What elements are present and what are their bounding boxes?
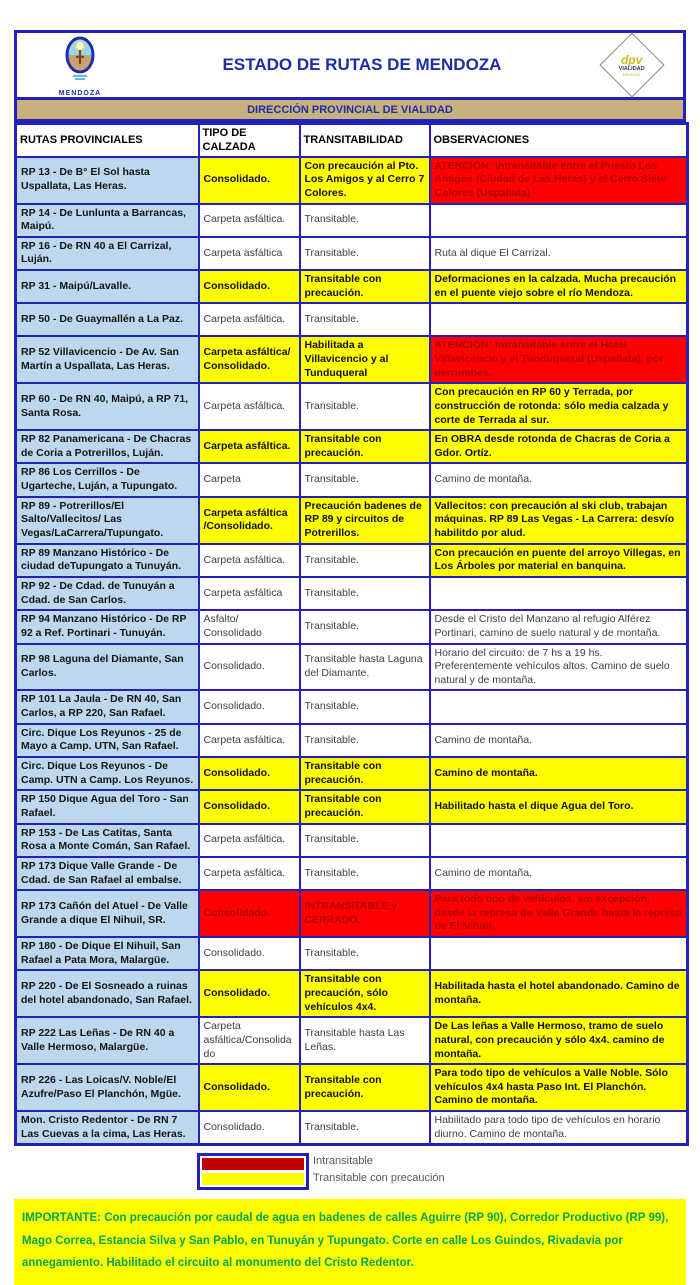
transitabilidad-cell: Transitable. xyxy=(300,204,430,237)
observaciones-cell: ATENCIÓN: Intransitable entre el Puesto Los Amigos (Ciudad de Las Heras) y el Cerro Siete Colores (Uspallata) xyxy=(430,157,688,204)
table-row xyxy=(16,383,688,430)
calzada-cell: Consolidado. xyxy=(199,890,300,937)
status-legend xyxy=(197,1153,686,1190)
observaciones-cell: Horario del circuito: de 7 hs a 19 hs. Preferentemente vehículos altos. Camino de suelo natural y de montaña. xyxy=(430,644,688,691)
observaciones-cell: Con precaución en puente del arroyo Villegas, en Los Árboles por material en banquina. xyxy=(430,544,688,577)
table-row xyxy=(16,544,688,577)
observaciones-cell: Habilitado para todo tipo de vehículos en horario diurno. Camino de montaña. xyxy=(430,1111,688,1145)
calzada-cell: Consolidado. xyxy=(199,690,300,723)
calzada-cell: Carpeta asfáltica. xyxy=(199,724,300,757)
transitabilidad-cell: Transitable. xyxy=(300,824,430,857)
table-row xyxy=(16,1111,688,1145)
transitabilidad-cell: Transitable hasta Las Leñas. xyxy=(300,1017,430,1064)
table-header-row xyxy=(16,124,688,157)
legend-label: Transitable con precaución xyxy=(313,1172,445,1185)
calzada-cell: Consolidado. xyxy=(199,790,300,823)
observaciones-cell xyxy=(430,937,688,970)
calzada-cell: Carpeta asfáltica. xyxy=(199,303,300,336)
legend-labels xyxy=(313,1153,445,1187)
mendoza-logo xyxy=(25,34,135,97)
observaciones-cell: Camino de montaña. xyxy=(430,857,688,890)
observaciones-cell: Vallecitos: con precaución al ski club, trabajan máquinas. RP 89 Las Vegas - La Carrera: desvío habilitdo por alud. xyxy=(430,497,688,544)
observaciones-cell: ATENCIÓN: Intransitable entre el Hotel Villavicencio y el Tunduqueral (Uspallata), por derrumbes. xyxy=(430,336,688,383)
table-row xyxy=(16,157,688,204)
calzada-cell: Carpeta asfáltica xyxy=(199,577,300,610)
route-name-cell: RP 31 - Maipú/Lavalle. xyxy=(16,270,199,303)
route-name-cell: RP 94 Manzano Histórico - De RP 92 a Ref. Portinari - Tunuyán. xyxy=(16,610,199,643)
calzada-cell: Carpeta asfáltica. xyxy=(199,857,300,890)
transitabilidad-cell: Transitable con precaución. xyxy=(300,790,430,823)
route-name-cell: RP 89 - Potrerillos/El Salto/Vallecitos/ Las Vegas/LaCarrera/Tupungato. xyxy=(16,497,199,544)
route-name-cell: RP 14 - De Lunlunta a Barrancas, Maipú. xyxy=(16,204,199,237)
banner-direccion-provincial: DIRECCIÓN PROVINCIAL DE VIALIDAD xyxy=(14,100,686,122)
calzada-cell: Carpeta asfáltica /Consolidado. xyxy=(199,497,300,544)
table-row xyxy=(16,237,688,270)
route-name-cell: RP 60 - De RN 40, Maipú, a RP 71, Santa Rosa. xyxy=(16,383,199,430)
report-header xyxy=(14,30,686,100)
transitabilidad-cell: Precaución badenes de RP 89 y circuitos de Potrerillos. xyxy=(300,497,430,544)
calzada-cell: Consolidado. xyxy=(199,1064,300,1111)
routes-table-body xyxy=(16,157,688,1145)
observaciones-cell: Camino de montaña. xyxy=(430,757,688,790)
route-name-cell: RP 16 - De RN 40 a El Carrizal, Luján. xyxy=(16,237,199,270)
calzada-cell: Consolidado. xyxy=(199,757,300,790)
col-header-observaciones: OBSERVACIONES xyxy=(430,124,688,157)
observaciones-cell xyxy=(430,824,688,857)
table-row xyxy=(16,497,688,544)
table-row xyxy=(16,790,688,823)
transitabilidad-cell: Transitable con precaución. xyxy=(300,430,430,463)
calzada-cell: Consolidado. xyxy=(199,970,300,1017)
observaciones-cell: De Las leñas a Valle Hermoso, tramo de suelo natural, con precaución y sólo 4x4. camino de montaña. xyxy=(430,1017,688,1064)
route-name-cell: Circ. Dique Los Reyunos - De Camp. UTN a Camp. Los Reyunos. xyxy=(16,757,199,790)
transitabilidad-cell: Transitable. xyxy=(300,724,430,757)
calzada-cell: Carpeta xyxy=(199,463,300,496)
col-header-calzada: TIPO DE CALZADA xyxy=(199,124,300,157)
transitabilidad-cell: Con precaución al Pto. Los Amigos y al Cerro 7 Colores. xyxy=(300,157,430,204)
observaciones-cell: En OBRA desde rotonda de Chacras de Coria a Gdor. Ortíz. xyxy=(430,430,688,463)
vialidad-logo xyxy=(589,36,675,94)
calzada-cell: Carpeta asfáltica. xyxy=(199,204,300,237)
table-row xyxy=(16,463,688,496)
route-name-cell: RP 150 Dique Agua del Toro - San Rafael. xyxy=(16,790,199,823)
observaciones-cell: Para todo tipo de vehículos a Valle Noble. Sólo vehículos 4x4 hasta Paso Int. El Planchón. Camino de montaña. xyxy=(430,1064,688,1111)
calzada-cell: Consolidado. xyxy=(199,1111,300,1145)
table-row xyxy=(16,724,688,757)
calzada-cell: Asfalto/ Consolidado xyxy=(199,610,300,643)
dpv-mark: dpv xyxy=(621,52,643,67)
transitabilidad-cell: Transitable. xyxy=(300,610,430,643)
route-name-cell: RP 226 - Las Loicas/V. Noble/El Azufre/Paso El Planchón, Mgüe. xyxy=(16,1064,199,1111)
table-row xyxy=(16,270,688,303)
transitabilidad-cell: Transitable con precaución. xyxy=(300,270,430,303)
transitabilidad-cell: Transitable. xyxy=(300,1111,430,1145)
transitabilidad-cell: Transitable con precaución. xyxy=(300,1064,430,1111)
table-row xyxy=(16,970,688,1017)
table-row xyxy=(16,1064,688,1111)
calzada-cell: Consolidado. xyxy=(199,937,300,970)
legend-swatch xyxy=(202,1173,304,1185)
important-note: IMPORTANTE: Con precaución por caudal de agua en badenes de calles Aguirre (RP 90), Corredor Productivo (RP 99), Mago Correa, Estancia Silva y San Pablo, en Tunuyán y Tupungato. Corte en calle Los Guindos, Rivadavia por annegamiento. Habilitado el circuito al monumento del Cristo Redentor. xyxy=(14,1199,686,1284)
calzada-cell: Consolidado. xyxy=(199,157,300,204)
transitabilidad-cell: INTRANSITABLE y CERRADO. xyxy=(300,890,430,937)
calzada-cell: Carpeta asfáltica/ Consolidado. xyxy=(199,336,300,383)
route-name-cell: RP 86 Los Cerrillos - De Ugarteche, Luján, a Tupungato. xyxy=(16,463,199,496)
route-name-cell: RP 13 - De B° El Sol hasta Uspallata, Las Heras. xyxy=(16,157,199,204)
calzada-cell: Consolidado. xyxy=(199,270,300,303)
observaciones-cell xyxy=(430,204,688,237)
transitabilidad-cell: Transitable hasta Laguna del Diamante. xyxy=(300,644,430,691)
table-row xyxy=(16,303,688,336)
route-name-cell: RP 50 - De Guaymallén a La Paz. xyxy=(16,303,199,336)
mendoza-crest-icon xyxy=(59,34,101,89)
transitabilidad-cell: Transitable con precaución. xyxy=(300,757,430,790)
route-name-cell: RP 180 - De Dique El Nihuil, San Rafael a Pata Mora, Malargüe. xyxy=(16,937,199,970)
vialidad-label: VIALIDAD xyxy=(619,65,645,72)
table-row xyxy=(16,937,688,970)
routes-table xyxy=(14,122,689,1146)
calzada-cell: Consolidado. xyxy=(199,644,300,691)
page-title: ESTADO DE RUTAS DE MENDOZA xyxy=(222,55,502,74)
col-header-rutas: RUTAS PROVINCIALES xyxy=(16,124,199,157)
route-name-cell: RP 89 Manzano Histórico - De ciudad deTupungato a Tunuyán. xyxy=(16,544,199,577)
route-name-cell: RP 173 Dique Valle Grande - De Cdad. de San Rafael al embalse. xyxy=(16,857,199,890)
route-name-cell: Mon. Cristo Redentor - De RN 7 Las Cuevas a la cima, Las Heras. xyxy=(16,1111,199,1145)
observaciones-cell: Con precaución en RP 60 y Terrada, por construcción de rotonda: sólo media calzada y corte de Terrada al sur. xyxy=(430,383,688,430)
table-row xyxy=(16,610,688,643)
table-row xyxy=(16,1017,688,1064)
vialidad-sublabel: MENDOZA xyxy=(623,71,641,76)
table-row xyxy=(16,204,688,237)
route-name-cell: RP 173 Cañón del Atuel - De Valle Grande a dique El Nihuil, SR. xyxy=(16,890,199,937)
observaciones-cell: Camino de montaña. xyxy=(430,463,688,496)
legend-label: Intransitable xyxy=(313,1155,373,1168)
route-name-cell: RP 52 Villavicencio - De Av. San Martín a Uspallata, Las Heras. xyxy=(16,336,199,383)
route-name-cell: RP 98 Laguna del Diamante, San Carlos. xyxy=(16,644,199,691)
legend-swatch xyxy=(202,1158,304,1170)
route-name-cell: RP 220 - De El Sosneado a ruinas del hotel abandonado, San Rafael. xyxy=(16,970,199,1017)
calzada-cell: Carpeta asfáltica xyxy=(199,237,300,270)
observaciones-cell: Camino de montaña. xyxy=(430,724,688,757)
transitabilidad-cell: Transitable. xyxy=(300,857,430,890)
observaciones-cell: Habilitada hasta el hotel abandonado. Camino de montaña. xyxy=(430,970,688,1017)
table-row xyxy=(16,336,688,383)
transitabilidad-cell: Transitable. xyxy=(300,303,430,336)
table-row xyxy=(16,430,688,463)
transitabilidad-cell: Transitable. xyxy=(300,383,430,430)
route-name-cell: RP 222 Las Leñas - De RN 40 a Valle Hermoso, Malargüe. xyxy=(16,1017,199,1064)
calzada-cell: Carpeta asfáltica. xyxy=(199,544,300,577)
route-name-cell: RP 101 La Jaula - De RN 40, San Carlos, a RP 220, San Rafael. xyxy=(16,690,199,723)
observaciones-cell xyxy=(430,690,688,723)
transitabilidad-cell: Transitable. xyxy=(300,577,430,610)
route-name-cell: RP 82 Panamericana - De Chacras de Coria a Potrerillos, Luján. xyxy=(16,430,199,463)
vialidad-diamond-icon xyxy=(599,32,664,97)
transitabilidad-cell: Transitable. xyxy=(300,544,430,577)
observaciones-cell: Deformaciones en la calzada. Mucha precaución en el puente viejo sobre el río Mendoza. xyxy=(430,270,688,303)
report-page xyxy=(14,0,686,1285)
transitabilidad-cell: Transitable. xyxy=(300,237,430,270)
table-row xyxy=(16,824,688,857)
table-row xyxy=(16,857,688,890)
table-row xyxy=(16,690,688,723)
observaciones-cell: Desde el Cristo del Manzano al refugio Alférez Portinari, camino de suelo natural y de montaña. xyxy=(430,610,688,643)
route-name-cell: Circ. Dique Los Reyunos - 25 de Mayo a Camp. UTN, San Rafael. xyxy=(16,724,199,757)
observaciones-cell: Habilitado hasta el dique Agua del Toro. xyxy=(430,790,688,823)
legend-swatch-box xyxy=(197,1153,309,1190)
transitabilidad-cell: Transitable. xyxy=(300,937,430,970)
observaciones-cell: Ruta al dique El Carrizal. xyxy=(430,237,688,270)
route-name-cell: RP 153 - De Las Catitas, Santa Rosa a Monte Comán, San Rafael. xyxy=(16,824,199,857)
transitabilidad-cell: Transitable. xyxy=(300,690,430,723)
col-header-transitabilidad: TRANSITABILIDAD xyxy=(300,124,430,157)
calzada-cell: Carpeta asfáltica. xyxy=(199,824,300,857)
mendoza-logo-caption: MENDOZA xyxy=(58,89,102,97)
observaciones-cell xyxy=(430,577,688,610)
route-name-cell: RP 92 - De Cdad. de Tunuyán a Cdad. de San Carlos. xyxy=(16,577,199,610)
transitabilidad-cell: Transitable con precaución, sólo vehículos 4x4. xyxy=(300,970,430,1017)
transitabilidad-cell: Transitable. xyxy=(300,463,430,496)
calzada-cell: Carpeta asfáltica. xyxy=(199,430,300,463)
observaciones-cell xyxy=(430,303,688,336)
transitabilidad-cell: Habilitada a Villavicencio y al Tunduqueral xyxy=(300,336,430,383)
table-row xyxy=(16,890,688,937)
table-row xyxy=(16,644,688,691)
table-row xyxy=(16,577,688,610)
observaciones-cell: Para todo tipo de vehículos, sin excepción, desde la represa de Valle Grande hasta la represa de El Nihuil. xyxy=(430,890,688,937)
table-row xyxy=(16,757,688,790)
calzada-cell: Carpeta asfáltica. xyxy=(199,383,300,430)
calzada-cell: Carpeta asfáltica/Consolidado xyxy=(199,1017,300,1064)
